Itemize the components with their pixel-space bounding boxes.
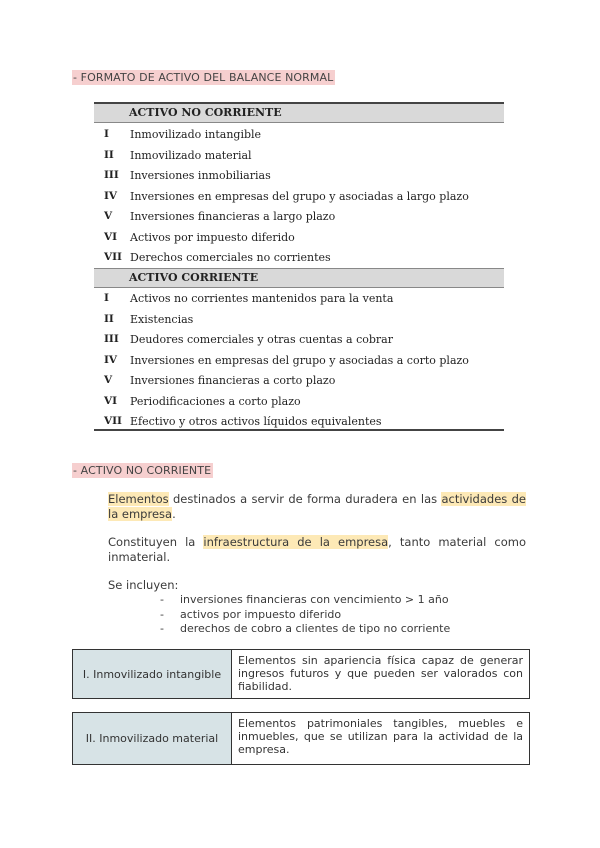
- row-number: V: [104, 374, 113, 386]
- bullet-dash: -: [160, 593, 164, 606]
- text-run: .: [172, 507, 176, 521]
- highlight-elementos: Elementos: [108, 492, 169, 506]
- text-run: Constituyen la: [108, 535, 204, 549]
- paragraph-infrastructure: [108, 535, 526, 565]
- bullet-dash: -: [160, 607, 164, 621]
- row-number: I: [104, 128, 109, 140]
- row-number: V: [104, 210, 113, 222]
- table-row: [94, 166, 504, 184]
- row-label: Inmovilizado intangible: [130, 128, 262, 141]
- row-label: Deudores comerciales y otras cuentas a cobrar: [130, 333, 394, 346]
- non-current-title: ACTIVO NO CORRIENTE: [129, 106, 282, 119]
- includes-list: [160, 593, 450, 637]
- row-number: VII: [104, 251, 122, 263]
- balance-sheet-table: [94, 102, 504, 431]
- row-number: IV: [104, 353, 118, 366]
- row-label: Inmovilizado material: [130, 148, 252, 162]
- section-heading-balance-format: - FORMATO DE ACTIVO DEL BALANCE NORMAL: [73, 71, 334, 84]
- list-item: [160, 622, 450, 637]
- row-label: Inversiones en empresas del grupo y asociadas a corto plazo: [130, 353, 469, 367]
- row-label: Inversiones inmobiliarias: [130, 169, 271, 182]
- list-item: [160, 608, 450, 623]
- row-number: VII: [104, 415, 122, 427]
- table-row: [94, 289, 504, 307]
- list-item: [160, 593, 450, 608]
- row-number: I: [104, 292, 109, 304]
- row-label: Inversiones en empresas del grupo y asociadas a largo plazo: [130, 189, 469, 203]
- table-row: [94, 207, 504, 225]
- row-label: Periodificaciones a corto plazo: [130, 394, 301, 408]
- highlight-infraestructura: infraestructura de la empresa: [203, 535, 389, 549]
- highlight-actividades: actividades de la empresa: [108, 492, 526, 521]
- row-number: III: [104, 333, 119, 345]
- table-row: [94, 392, 504, 410]
- list-item-text: inversiones financieras con vencimiento > 1 año: [180, 593, 449, 606]
- row-label: Derechos comerciales no corrientes: [130, 251, 331, 264]
- row-number: IV: [104, 189, 118, 202]
- list-item-text: activos por impuesto diferido: [180, 607, 342, 621]
- current-header: [94, 268, 504, 288]
- table-row: [94, 371, 504, 389]
- table-row: [94, 330, 504, 348]
- table-row: [94, 248, 504, 266]
- row-label: Inversiones financieras a largo plazo: [130, 210, 336, 223]
- paragraph-includes: Se incluyen:: [108, 578, 179, 592]
- list-item-text: derechos de cobro a clientes de tipo no corriente: [180, 622, 451, 635]
- table-row: [94, 228, 504, 246]
- current-title: ACTIVO CORRIENTE: [129, 271, 259, 284]
- table-row: [94, 146, 504, 164]
- bullet-dash: -: [160, 622, 164, 635]
- table-row: [94, 187, 504, 205]
- paragraph-definition: [108, 492, 526, 522]
- definition-table-intangible: [72, 649, 530, 699]
- table-row: [94, 310, 504, 328]
- row-number: VI: [104, 394, 118, 407]
- table-row: [94, 351, 504, 369]
- table-row: [94, 412, 504, 430]
- text-run: , tanto material como inmaterial.: [108, 535, 527, 564]
- row-number: II: [104, 148, 114, 161]
- definition-text: Elementos patrimoniales tangibles, muebles e inmuebles, que se utilizan para la actividad de la empresa.: [238, 717, 523, 756]
- row-label: Inversiones financieras a corto plazo: [130, 374, 336, 387]
- row-label: Activos no corrientes mantenidos para la venta: [130, 292, 394, 305]
- non-current-header: [94, 104, 504, 123]
- definition-term: I. Inmovilizado intangible: [73, 650, 232, 698]
- text-run: destinados a servir de forma duradera en las: [168, 492, 442, 506]
- row-number: III: [104, 169, 119, 181]
- definition-table-material: [72, 712, 530, 765]
- row-label: Existencias: [130, 312, 194, 326]
- section-heading-non-current: - ACTIVO NO CORRIENTE: [73, 464, 212, 477]
- definition-text: Elementos sin apariencia física capaz de generar ingresos futuros y que pueden ser valorados con fiabilidad.: [238, 654, 523, 693]
- row-number: VI: [104, 230, 118, 243]
- row-label: Activos por impuesto diferido: [130, 230, 295, 244]
- row-number: II: [104, 312, 114, 325]
- row-label: Efectivo y otros activos líquidos equivalentes: [130, 415, 382, 428]
- table-row: [94, 125, 504, 143]
- definition-term: II. Inmovilizado material: [73, 713, 232, 764]
